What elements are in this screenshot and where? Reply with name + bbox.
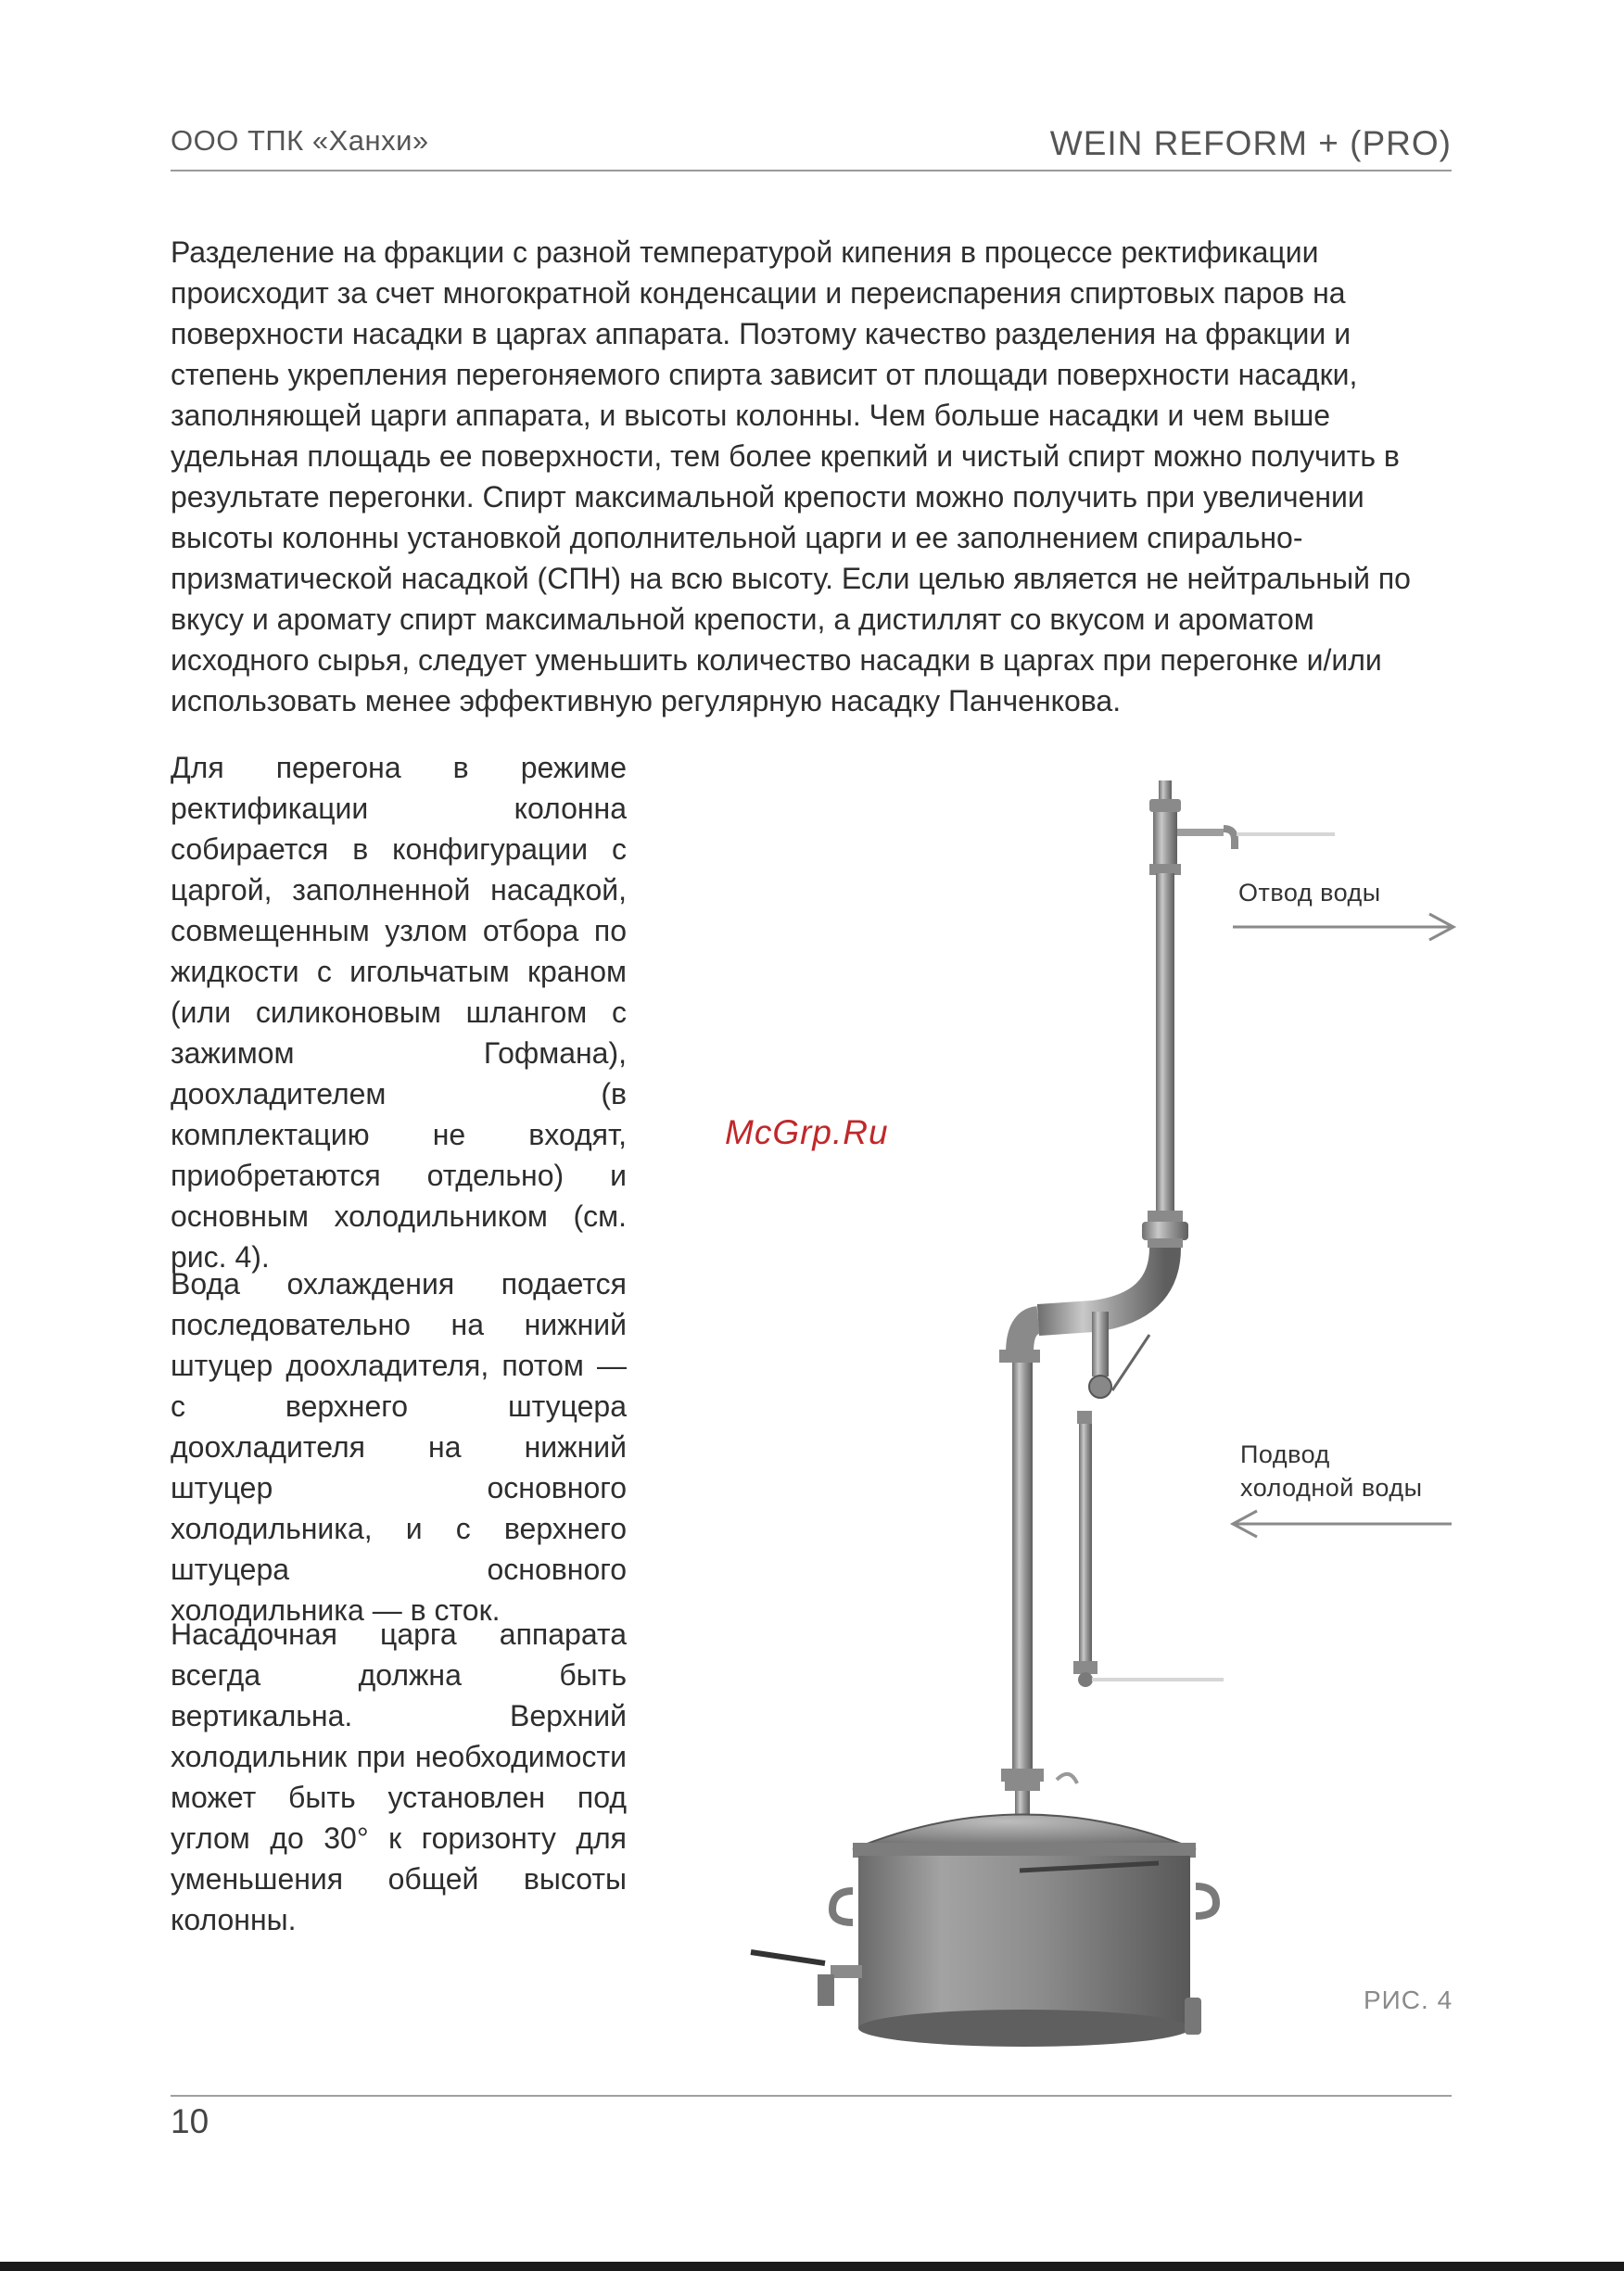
page-number: 10 [171,2102,209,2140]
label-water-in-line2: холодной воды [1240,1474,1423,1502]
figure-caption: РИС. 4 [1364,1986,1453,2014]
arrow-water-out [1224,908,1465,945]
paragraph-assembly: Для перегона в режиме ректификации колонна собирается в конфигурации с царгой, заполненной насадкой, совмещенным узлом отбора по жидкости с игольчатым краном (или силиконовым шлангом с зажимом Гофмана), доохладителем (в комплектацию не входят, приобретаются отдельно) и основным холодильником (см. рис. 4). [171,751,627,1274]
label-water-out: Отвод воды [1238,879,1381,907]
label-water-in-line1: Подвод [1240,1440,1330,1468]
header-rule [171,170,1452,171]
header-product: WEIN REFORM + (PRO) [1049,124,1452,162]
footer-rule [171,2095,1452,2097]
arrow-water-in [1220,1505,1461,1542]
paragraph-cooling-water: Вода охлаждения подается последовательно на нижний штуцер доохладителя, потом — с верхнего штуцера доохладителя на нижний штуцер основного холодильника, и с верхнего штуцера основного холодильника — в сток. [171,1267,627,1627]
watermark: McGrp.Ru [725,1113,889,1151]
intro-paragraph: Разделение на фракции с разной температурой кипения в процессе ректификации происходит за счет многократной конденсации и переиспарения спиртовых паров на поверхности насадки в царгах аппарата. Поэтому качество разделения на фракции и степень укрепления перегоняемого спирта зависит от площади поверхности насадки, заполняющей царги аппарата, и высоты колонны. Чем больше насадки и чем выше удельная площадь ее поверхности, тем более крепкий и чистый спирт можно получить в результате перегонки. Спирт максимальной крепости можно получить при увеличении высоты колонны установкой дополнительной царги и ее заполнением спирально-призматической насадкой (СПН) на всю высоту. Если целью является не нейтральный по вкусу и аромату спирт максимальной крепости, а дистиллят со вкусом и ароматом исходного сырья, следует уменьшить количество насадки в царгах при перегонке и/или использовать менее эффективную регулярную насадку Панченкова. [171,235,1411,717]
paragraph-vertical: Насадочная царга аппарата всегда должна быть вертикальна. Верхний холодильник при необходимости может быть установлен под углом до 30° к горизонту для уменьшения общей высоты колонны. [171,1618,627,1936]
distiller-illustration [742,760,1465,2058]
scan-edge [0,2262,1624,2271]
header-company: ООО ТПК «Ханхи» [171,124,429,157]
